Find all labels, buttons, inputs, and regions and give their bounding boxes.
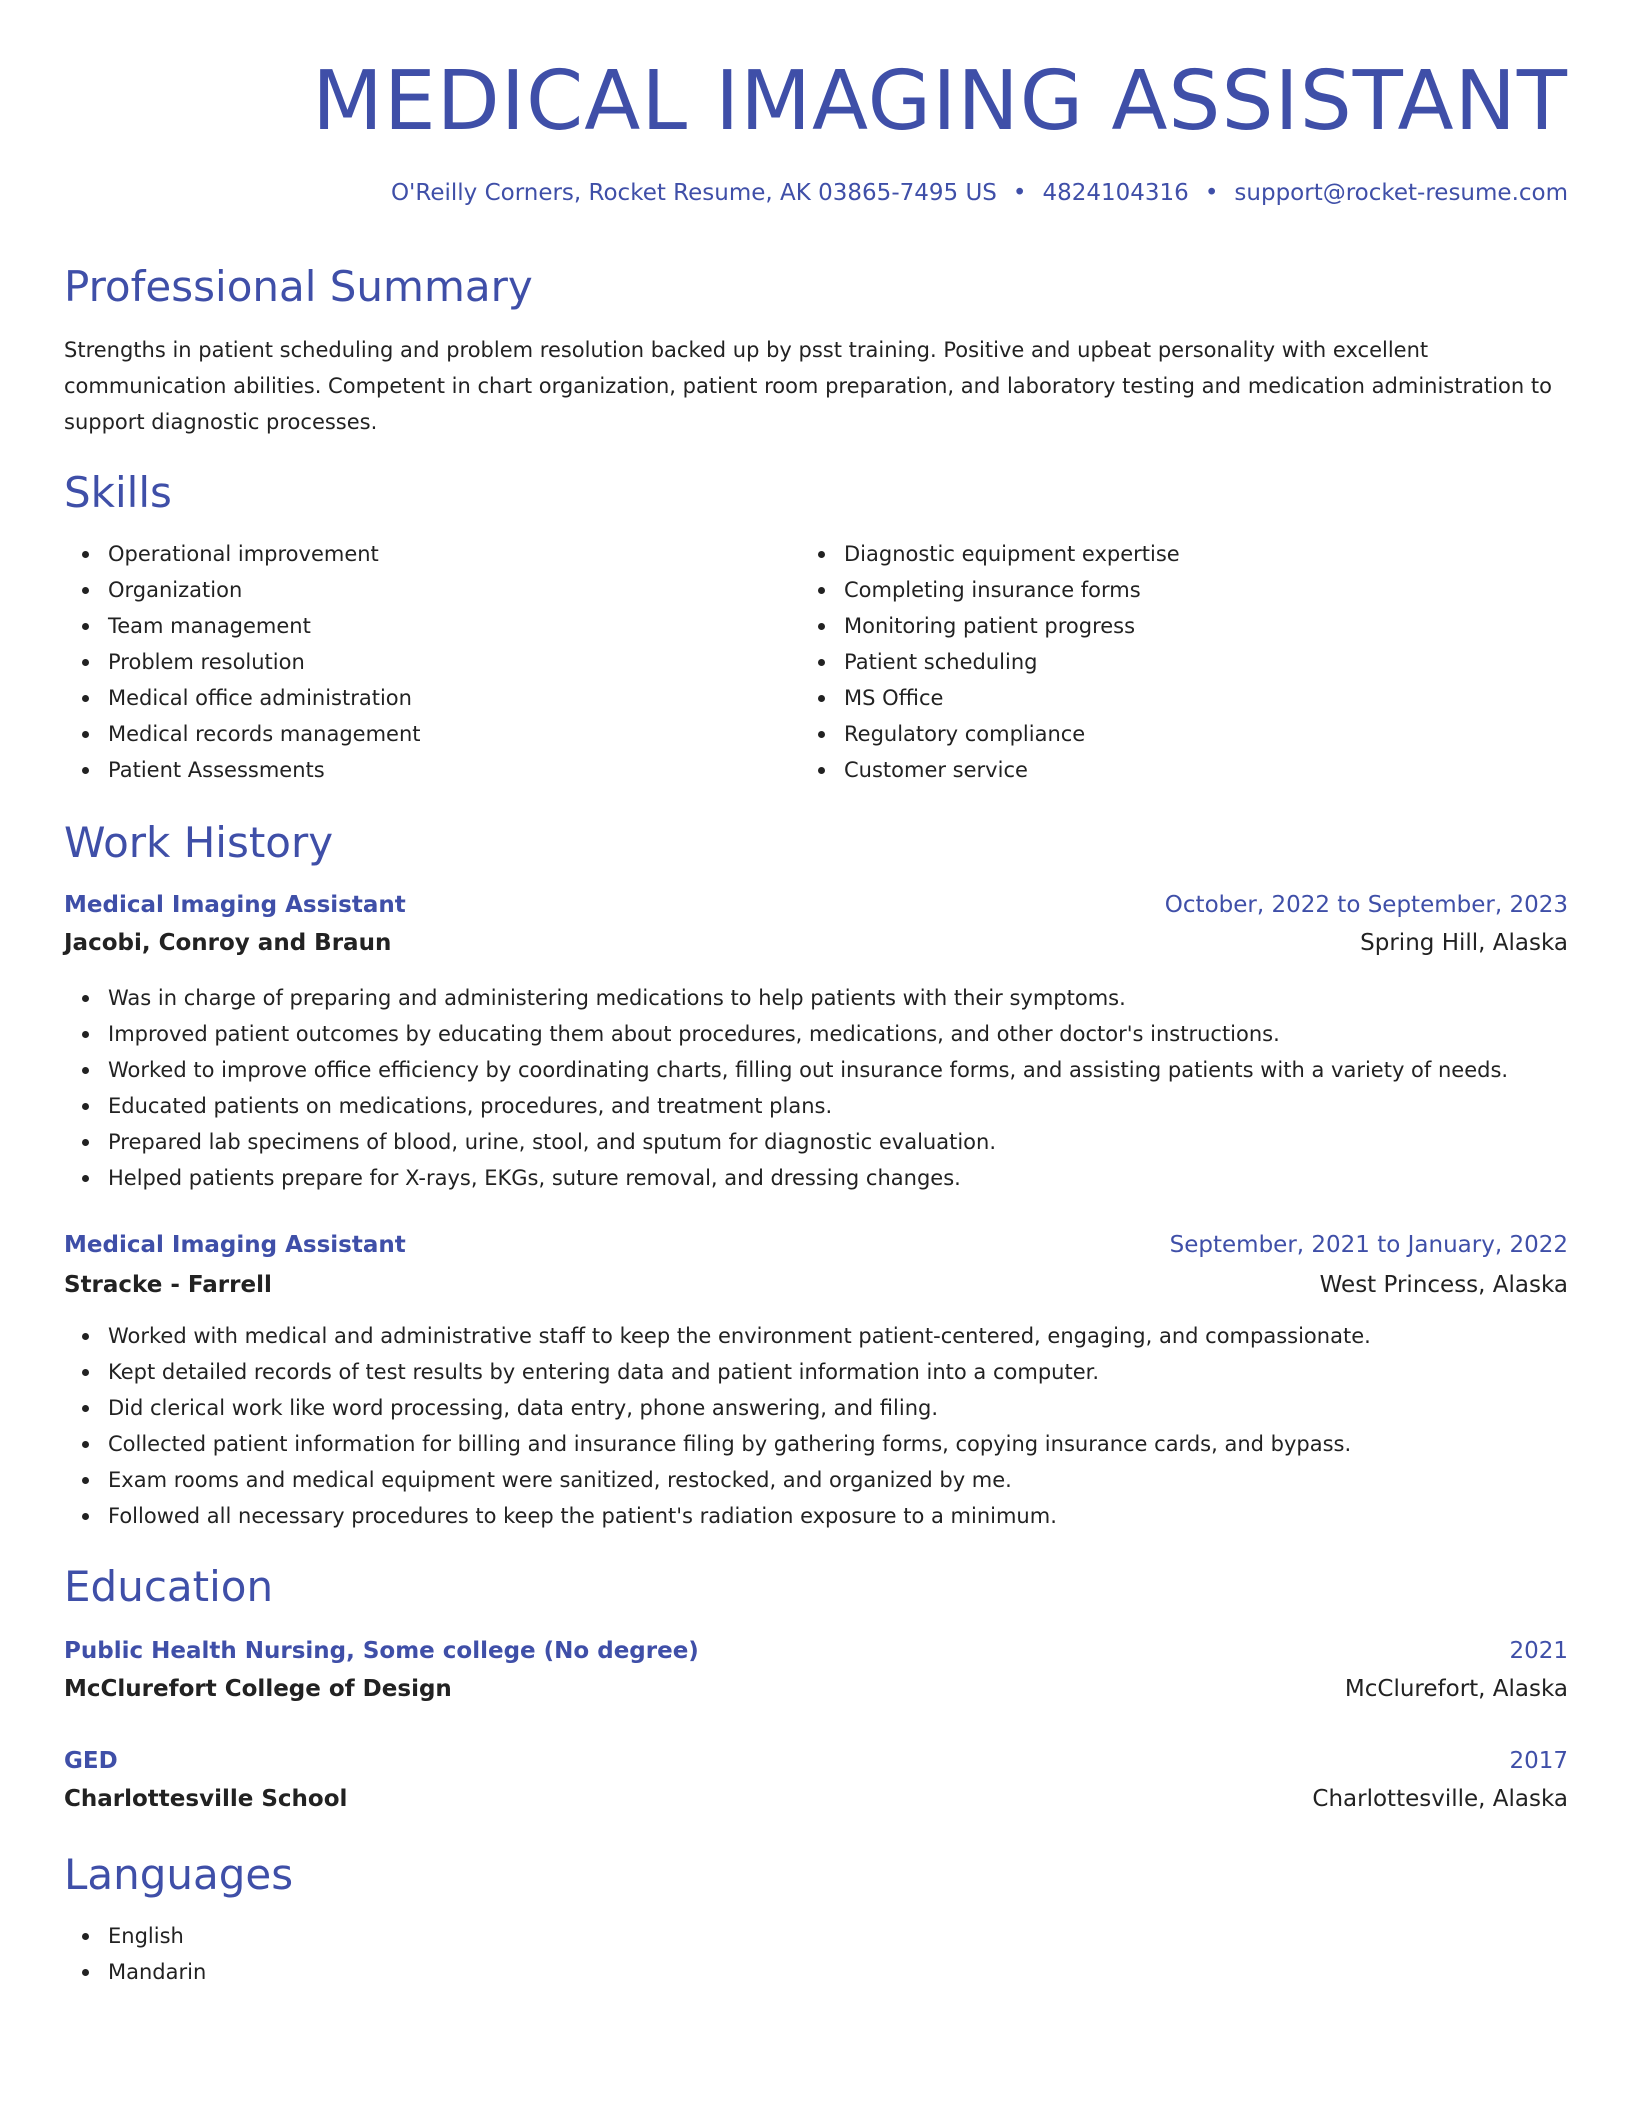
list-item: MS Office	[800, 680, 1560, 716]
contact-line	[391, 180, 1568, 206]
list-item: Organization	[64, 572, 784, 608]
list-item: Exam rooms and medical equipment were sanitized, restocked, and organized by me.	[64, 1462, 1568, 1498]
contact-address: O'Reilly Corners, Rocket Resume, AK 03865-7495 US	[390, 180, 997, 206]
list-item: Kept detailed records of test results by entering data and patient information into a computer.	[64, 1354, 1568, 1390]
list-item: Improved patient outcomes by educating them about procedures, medications, and other doctor's instructions.	[64, 1016, 1568, 1052]
education-degree: GED	[64, 1748, 118, 1774]
education-header-2	[64, 1748, 1568, 1774]
education-year: 2017	[1509, 1748, 1568, 1774]
list-item: Mandarin	[64, 1954, 664, 1990]
summary-text: Strengths in patient scheduling and problem resolution backed up by psst training. Positive and upbeat personality with excellent communication abilities. Competent in chart organization, patient room preparation, and laboratory testing and medication administration to support diagnostic processes.	[64, 338, 1552, 434]
job-title: Medical Imaging Assistant	[64, 892, 406, 918]
list-item: Worked with medical and administrative staff to keep the environment patient-centered, engaging, and compassionate.	[64, 1318, 1568, 1354]
section-title-languages: Languages	[64, 1850, 294, 1899]
education-school-row-2	[64, 1786, 1568, 1812]
list-item: Worked to improve office efficiency by coordinating charts, filling out insurance forms, and assisting patients with a variety of needs.	[64, 1052, 1568, 1088]
list-item: Patient Assessments	[64, 752, 784, 788]
contact-phone[interactable]: 4824104316	[1042, 180, 1189, 206]
section-title-skills: Skills	[64, 468, 172, 517]
section-title-summary: Professional Summary	[64, 262, 533, 311]
separator-dot: •	[1012, 180, 1027, 206]
job-dates: October, 2022 to September, 2023	[1164, 892, 1568, 918]
job-header-2	[64, 1232, 1568, 1258]
languages-list	[64, 1918, 664, 1990]
education-degree: Public Health Nursing, Some college (No degree)	[64, 1638, 699, 1664]
contact-email[interactable]: support@rocket-resume.com	[1234, 180, 1568, 206]
education-location: McClurefort, Alaska	[1344, 1676, 1568, 1702]
education-year: 2021	[1509, 1638, 1568, 1664]
skills-list-left	[64, 536, 784, 788]
list-item: Did clerical work like word processing, data entry, phone answering, and filing.	[64, 1390, 1568, 1426]
list-item: Problem resolution	[64, 644, 784, 680]
list-item: Prepared lab specimens of blood, urine, stool, and sputum for diagnostic evaluation.	[64, 1124, 1568, 1160]
job-location: West Princess, Alaska	[1319, 1272, 1568, 1298]
education-school-row-1	[64, 1676, 1568, 1702]
resume-title: MEDICAL IMAGING ASSISTANT	[312, 54, 1568, 149]
list-item: Educated patients on medications, procedures, and treatment plans.	[64, 1088, 1568, 1124]
list-item: Collected patient information for billing and insurance filing by gathering forms, copying insurance cards, and bypass.	[64, 1426, 1568, 1462]
skills-list-right	[800, 536, 1560, 788]
job-location: Spring Hill, Alaska	[1360, 930, 1568, 956]
job-company-row-2	[64, 1272, 1568, 1298]
list-item: Regulatory compliance	[800, 716, 1560, 752]
list-item: Operational improvement	[64, 536, 784, 572]
list-item: Completing insurance forms	[800, 572, 1560, 608]
section-title-work: Work History	[64, 818, 334, 867]
list-item: Was in charge of preparing and administering medications to help patients with their symptoms.	[64, 980, 1568, 1016]
list-item: Medical records management	[64, 716, 784, 752]
section-title-education: Education	[64, 1562, 274, 1611]
list-item: Customer service	[800, 752, 1560, 788]
job-title: Medical Imaging Assistant	[64, 1232, 406, 1258]
list-item: Helped patients prepare for X-rays, EKGs, suture removal, and dressing changes.	[64, 1160, 1568, 1196]
list-item: Monitoring patient progress	[800, 608, 1560, 644]
job-dates: September, 2021 to January, 2022	[1169, 1232, 1568, 1258]
education-location: Charlottesville, Alaska	[1312, 1786, 1568, 1812]
list-item: Team management	[64, 608, 784, 644]
job-company-row-1	[64, 930, 1568, 956]
list-item: Diagnostic equipment expertise	[800, 536, 1560, 572]
job-company: Jacobi, Conroy and Braun	[64, 930, 392, 956]
list-item: Followed all necessary procedures to keep the patient's radiation exposure to a minimum.	[64, 1498, 1568, 1534]
education-school: McClurefort College of Design	[64, 1676, 452, 1702]
list-item: English	[64, 1918, 664, 1954]
education-school: Charlottesville School	[64, 1786, 348, 1812]
job-bullets-1	[64, 980, 1568, 1196]
job-header-1	[64, 892, 1568, 918]
list-item: Patient scheduling	[800, 644, 1560, 680]
list-item: Medical office administration	[64, 680, 784, 716]
separator-dot: •	[1204, 180, 1219, 206]
education-header-1	[64, 1638, 1568, 1664]
job-bullets-2	[64, 1318, 1568, 1534]
job-company: Stracke - Farrell	[64, 1272, 272, 1298]
